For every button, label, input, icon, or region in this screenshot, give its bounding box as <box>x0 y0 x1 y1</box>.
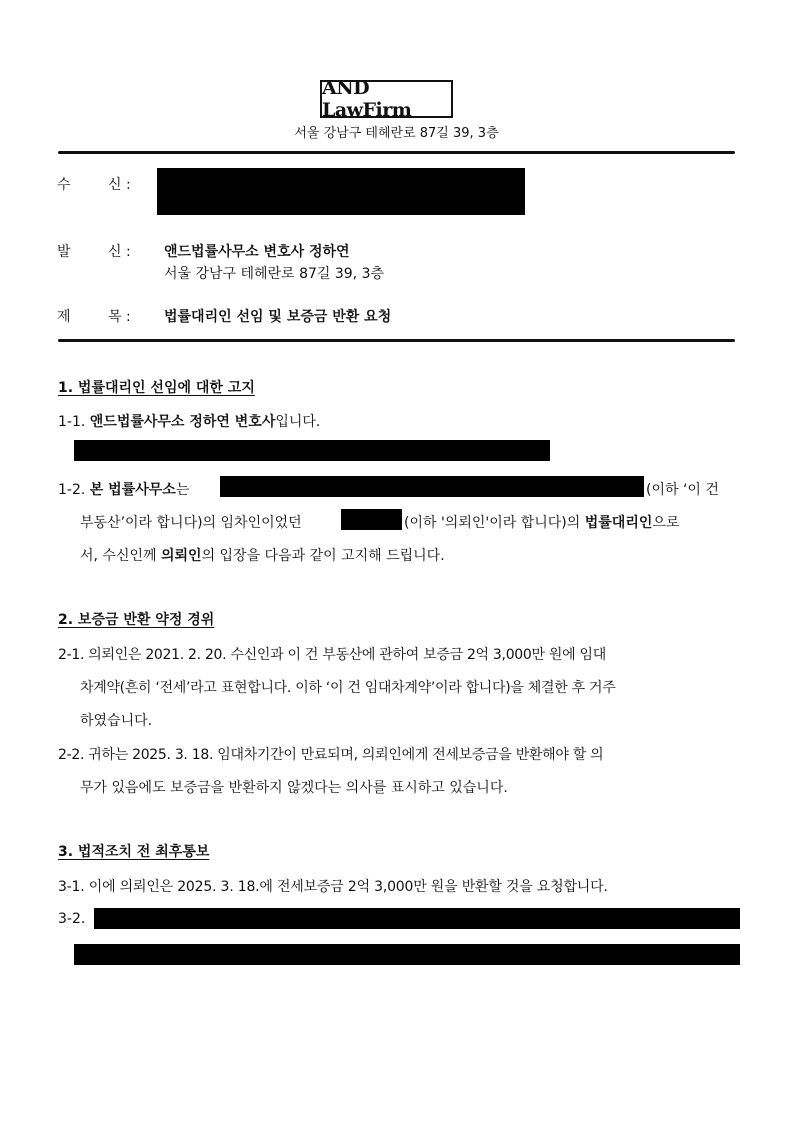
paragraph-1-2-mid: 는 <box>175 482 190 498</box>
paragraph-2-2-line-1: 2-2. 귀하는 2025. 3. 18. 임대차기간이 만료되며, 의뢰인에게 전세보증금을 반환해야 할 의 <box>58 747 604 763</box>
paragraph-1-2-line-3 <box>80 545 445 565</box>
paragraph-1-2-bold: 본 법률사무소 <box>89 482 176 498</box>
subject-label-1: 제 <box>57 309 71 325</box>
section-1-heading: 1. 법률대리인 선임에 대한 고지 <box>58 380 255 396</box>
paragraph-1-2-line-1 <box>58 479 189 499</box>
redacted-property-address <box>220 476 644 497</box>
firm-logo <box>320 77 453 121</box>
header-divider-bottom <box>58 339 735 342</box>
sender-label-1: 발 <box>57 244 71 260</box>
paragraph-2-1-line-3: 하였습니다. <box>80 713 153 729</box>
paragraph-2-1-line-2: 차계약(흔히 ‘전세’라고 표현합니다. 이하 ‘이 건 임대차계약’이라 합니다)을 체결한 후 거주 <box>80 680 616 696</box>
paragraph-1-1-prefix: 1-1. <box>58 414 90 430</box>
redacted-line-3-2a <box>94 908 740 929</box>
paragraph-1-2-line-2-end: 으로 <box>652 515 680 531</box>
redacted-line-1-1 <box>74 440 550 461</box>
paragraph-1-2-line-2b-text: (이하 '의뢰인'이라 합니다)의 <box>404 515 581 531</box>
sender-name: 앤드법률사무소 변호사 정하연 <box>164 244 350 260</box>
section-2-heading: 2. 보증금 반환 약정 경위 <box>58 612 215 628</box>
paragraph-1-1-bold: 앤드법률사무소 정하연 변호사 <box>89 414 276 430</box>
subject-text: 법률대리인 선임 및 보증금 반환 요청 <box>164 309 392 325</box>
sender-label-2: 신 : <box>108 244 131 260</box>
paragraph-2-1-line-1: 2-1. 의뢰인은 2021. 2. 20. 수신인과 이 건 부동산에 관하여 보증금 2억 3,000만 원에 임대 <box>58 647 606 663</box>
paragraph-3-2-prefix: 3-2. <box>58 911 86 927</box>
paragraph-1-2-line-2a: 부동산’이라 합니다)의 임차인이었던 <box>80 515 302 531</box>
redacted-line-3-2b <box>74 944 740 965</box>
paragraph-1-2-line-3-bold: 의뢰인 <box>160 548 202 564</box>
paragraph-1-1-suffix: 입니다. <box>275 414 321 430</box>
firm-logo-text: AND LawFirm <box>322 77 412 121</box>
paragraph-1-2-line-2-bold: 법률대리인 <box>584 515 653 531</box>
paragraph-2-2-line-2: 무가 있음에도 보증금을 반환하지 않겠다는 의사를 표시하고 있습니다. <box>80 780 508 796</box>
paragraph-3-1: 3-1. 이에 의뢰인은 2025. 3. 18.에 전세보증금 2억 3,000만 원을 반환할 것을 요청합니다. <box>58 879 608 895</box>
redacted-recipient <box>157 168 525 215</box>
firm-address: 서울 강남구 테헤란로 87길 39, 3층 <box>294 126 499 141</box>
redacted-client-name <box>341 509 402 530</box>
paragraph-1-2-prefix: 1-2. <box>58 482 90 498</box>
paragraph-1-2-end: (이하 ‘이 건 <box>646 482 719 498</box>
paragraph-1-2-line-2b <box>404 512 679 532</box>
recipient-label-1: 수 <box>57 177 71 193</box>
header-divider-top <box>58 151 735 154</box>
recipient-label-2: 신 : <box>108 177 131 193</box>
paragraph-1-2-line-3a: 서, 수신인께 <box>80 548 157 564</box>
section-3-heading: 3. 법적조치 전 최후통보 <box>58 844 210 860</box>
sender-address: 서울 강남구 테헤란로 87길 39, 3층 <box>164 266 385 282</box>
subject-label-2: 목 : <box>108 309 131 325</box>
paragraph-1-1 <box>58 411 320 431</box>
paragraph-1-2-line-3-end: 의 입장을 다음과 같이 고지해 드립니다. <box>201 548 445 564</box>
